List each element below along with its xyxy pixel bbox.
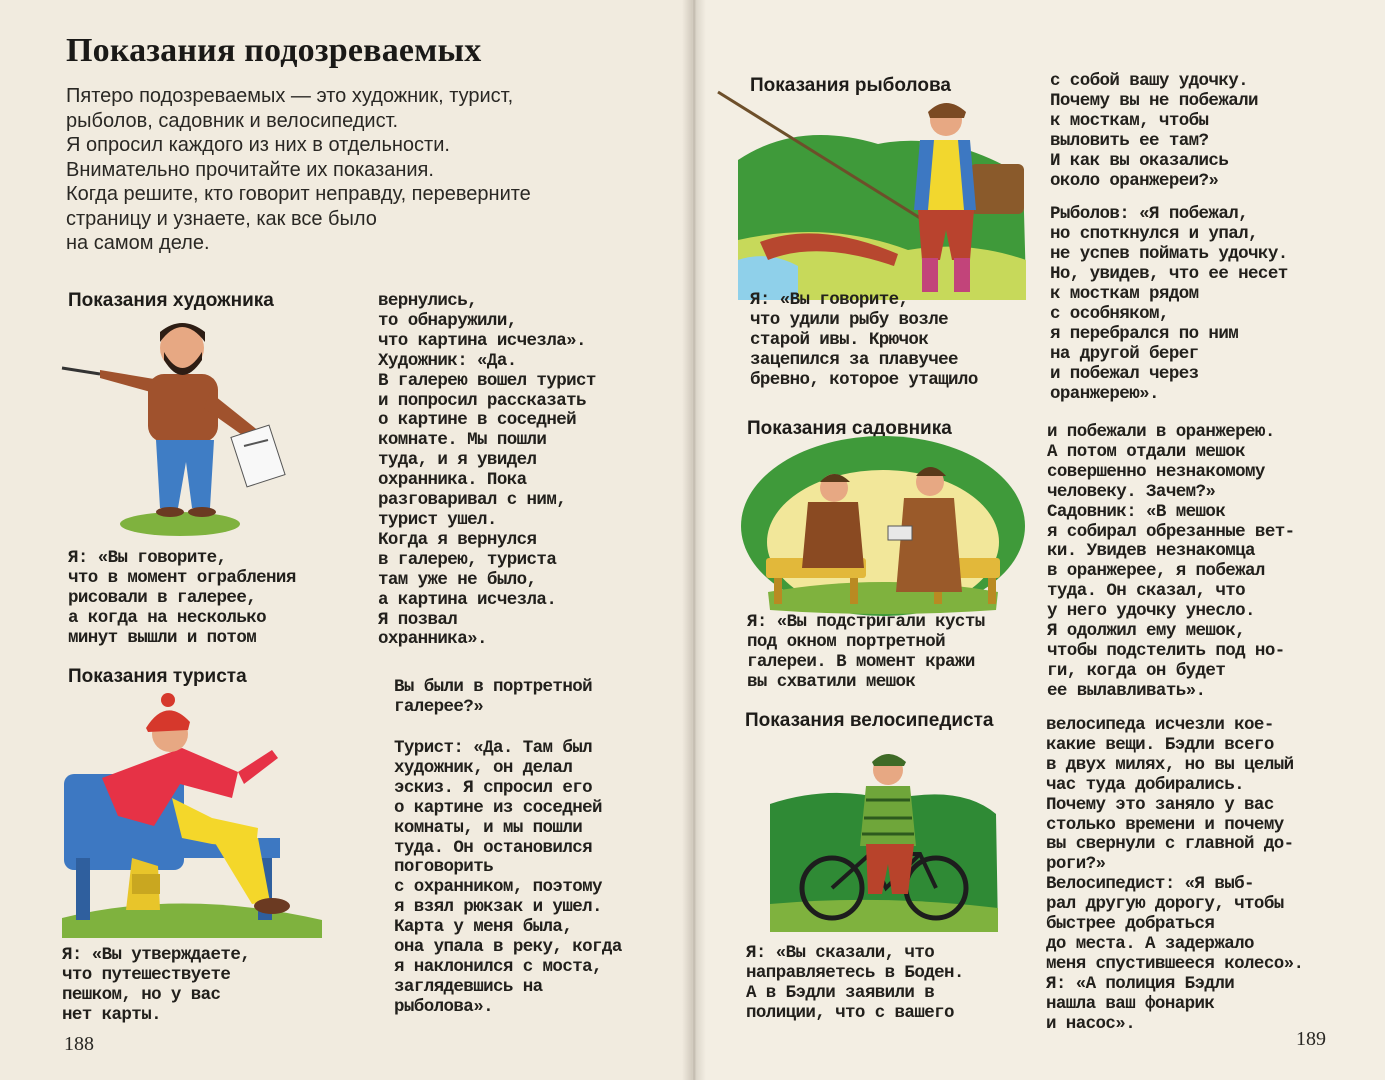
text-line: туда. Он сказал, что	[1047, 581, 1246, 602]
text-line: не успев поймать удочку.	[1050, 244, 1288, 265]
text-line: ги, когда он будет	[1047, 660, 1226, 681]
text-line: у него удочку унесло.	[1047, 601, 1255, 622]
caption-line: пешком, но у вас	[62, 984, 221, 1005]
page-number-left: 188	[64, 1033, 94, 1055]
text-line: чтобы подстелить под но-	[1047, 640, 1285, 661]
text-line: и побежали в оранжерею.	[1047, 422, 1275, 442]
artist-illustration	[60, 312, 320, 542]
text-line: Карта у меня была,	[394, 917, 573, 938]
text-line: А потом отдали мешок	[1047, 441, 1246, 462]
caption-line: галереи. В момент кражи	[747, 651, 975, 672]
intro-line: на самом деле.	[66, 232, 210, 254]
fisherman-illustration	[708, 90, 1033, 302]
text-line: в галерею, туриста	[378, 549, 557, 570]
text-line: совершенно незнакомому	[1047, 461, 1265, 482]
caption-line: рисовали в галерее,	[68, 587, 257, 608]
text-line: и насос».	[1046, 1013, 1136, 1034]
text-line: в оранжерее, я побежал	[1047, 561, 1265, 582]
cyclist-testimony-column	[1046, 716, 1303, 1035]
caption-line: что в момент ограбления	[68, 567, 296, 588]
fisherman-caption	[750, 291, 978, 391]
text-line: на другой берег	[1050, 343, 1199, 364]
tourist-heading: Показания туриста	[68, 666, 247, 687]
text-line: охранника».	[378, 629, 487, 650]
intro-text	[66, 84, 666, 256]
text-line: с особняком,	[1050, 303, 1169, 324]
text-line: она упала в реку, когда	[394, 937, 622, 958]
text-line: оранжерею».	[1050, 383, 1159, 404]
text-line: Я позвал	[378, 609, 458, 630]
text-line: Я одолжил ему мешок,	[1047, 621, 1246, 642]
text-line: Вы были в портретной	[394, 677, 593, 697]
intro-line: страницу и узнаете, как все было	[66, 207, 377, 230]
text-line: туда, и я увидел	[378, 450, 537, 471]
text-line: Велосипедист: «Я выб-	[1046, 874, 1254, 895]
tourist-question	[394, 678, 592, 718]
text-line: заглядевшись на	[394, 976, 543, 997]
text-line: вы свернули с главной до-	[1046, 834, 1294, 855]
intro-line: Внимательно прочитайте их показания.	[66, 158, 434, 181]
caption-line: нет карты.	[62, 1004, 162, 1025]
caption-line: Я: «Вы утверждаете,	[62, 945, 251, 965]
fisherman-testimony-column	[1050, 72, 1288, 405]
text-line: Я: «А полиция Бэдли	[1046, 973, 1235, 994]
text-line: Рыболов: «Я побежал,	[1050, 204, 1249, 225]
text-line: Художник: «Да.	[378, 350, 517, 371]
text-line: что картина исчезла».	[378, 330, 586, 351]
text-line: я наклонился с моста,	[394, 956, 602, 977]
caption-line: под окном портретной	[747, 631, 946, 652]
text-line: но споткнулся и упал,	[1050, 224, 1258, 245]
text-line: Почему вы не побежали	[1050, 90, 1258, 111]
page-number-right: 189	[1296, 1028, 1326, 1050]
tourist-illustration	[62, 688, 332, 938]
caption-line: минут вышли и потом	[68, 627, 257, 648]
caption-line: направляетесь в Боден.	[746, 962, 964, 983]
text-line: велосипеда исчезли кое-	[1046, 715, 1274, 735]
caption-line: Я: «Вы говорите,	[750, 290, 909, 310]
caption-line: Я: «Вы говорите,	[68, 548, 227, 568]
caption-line: бревно, которое утащило	[750, 369, 978, 390]
text-line: в двух милях, но вы целый	[1046, 754, 1294, 775]
text-line: художник, он делал	[394, 757, 573, 778]
text-line: Когда я вернулся	[378, 529, 537, 550]
caption-line: а когда на несколько	[68, 607, 267, 628]
text-line: поговорить	[394, 857, 494, 878]
text-line: а картина исчезла.	[378, 589, 557, 610]
text-line: Садовник: «В мешок	[1047, 501, 1226, 522]
caption-line: что удили рыбу возле	[750, 309, 949, 330]
text-line: эскиз. Я спросил его	[394, 777, 593, 798]
book-gutter	[682, 0, 706, 1080]
text-line: комнаты, и мы пошли	[394, 817, 583, 838]
intro-line: Я опросил каждого из них в отдельности.	[66, 134, 450, 156]
text-line: выловить ее там?	[1050, 130, 1209, 151]
text-line: с охранником, поэтому	[394, 877, 602, 898]
page-title: Показания подозреваемых	[66, 32, 482, 69]
text-line: и побежал через	[1050, 363, 1199, 384]
caption-line: вы схватили мешок	[747, 671, 916, 692]
cyclist-heading: Показания велосипедиста	[745, 710, 994, 731]
text-line: Турист: «Да. Там был	[394, 738, 593, 758]
cyclist-illustration	[770, 744, 1000, 934]
cyclist-caption	[746, 944, 964, 1024]
caption-line: полиции, что с вашего	[746, 1002, 954, 1023]
gardener-caption	[747, 613, 985, 693]
text-line: рыболова».	[394, 996, 494, 1017]
intro-line: Когда решите, кто говорит неправду, переверните	[66, 183, 531, 205]
text-line: Но, увидев, что ее несет	[1050, 264, 1288, 285]
text-line: там уже не было,	[378, 569, 537, 590]
caption-line: А в Бэдли заявили в	[746, 982, 935, 1003]
text-line: вернулись,	[378, 291, 478, 311]
text-line: я собирал обрезанные вет-	[1047, 521, 1295, 542]
caption-line: зацепился за плавучее	[750, 349, 958, 370]
fisherman-heading: Показания рыболова	[750, 75, 951, 96]
gardener-heading: Показания садовника	[747, 418, 952, 439]
text-line: к мосткам рядом	[1050, 284, 1199, 305]
text-line: разговаривал с ним,	[378, 490, 567, 511]
artist-heading: Показания художника	[68, 290, 274, 311]
text-line: туда. Он остановился	[394, 837, 593, 858]
text-line: с собой вашу удочку.	[1050, 71, 1249, 91]
text-line: человеку. Зачем?»	[1047, 481, 1216, 502]
text-line: я перебрался по ним	[1050, 323, 1239, 344]
text-line: около оранжереи?»	[1050, 170, 1219, 191]
text-line: и попросил рассказать	[378, 390, 586, 411]
text-line: нашла ваш фонарик	[1046, 993, 1215, 1014]
text-line: галерее?»	[394, 696, 484, 717]
text-line: роги?»	[1046, 854, 1106, 875]
tourist-caption	[62, 946, 250, 1026]
text-line: до места. А задержало	[1046, 933, 1254, 954]
caption-line: что путешествуете	[62, 964, 231, 985]
text-line: ее вылавливать».	[1047, 680, 1206, 701]
intro-line: рыболов, садовник и велосипедист.	[66, 109, 399, 132]
caption-line: Я: «Вы подстригали кусты	[747, 612, 985, 632]
caption-line: старой ивы. Крючок	[750, 329, 929, 350]
tourist-testimony-column	[394, 739, 622, 1018]
text-line: меня спустившееся колесо».	[1046, 953, 1304, 974]
text-line: И как вы оказались	[1050, 150, 1229, 171]
artist-testimony-column	[378, 292, 596, 650]
text-line: комнате. Мы пошли	[378, 430, 547, 451]
text-line: столько времени и почему	[1046, 814, 1284, 835]
text-line: Почему это заняло у вас	[1046, 794, 1274, 815]
text-line: турист ушел.	[378, 509, 497, 530]
text-line: быстрее добраться	[1046, 914, 1215, 935]
text-line: ки. Увидев незнакомца	[1047, 541, 1255, 562]
text-line: рал другую дорогу, чтобы	[1046, 894, 1284, 915]
text-line: какие вещи. Бэдли всего	[1046, 734, 1274, 755]
text-line: я взял рюкзак и ушел.	[394, 897, 602, 918]
text-line: час туда добирались.	[1046, 774, 1245, 795]
gardener-testimony-column	[1047, 423, 1295, 702]
gardener-illustration	[738, 432, 1028, 620]
text-line: к мосткам, чтобы	[1050, 110, 1209, 131]
text-line: о картине в соседней	[378, 410, 577, 431]
text-line: В галерею вошел турист	[378, 370, 596, 391]
artist-caption	[68, 549, 296, 649]
text-line: то обнаружили,	[378, 310, 517, 331]
intro-line: Пятеро подозреваемых — это художник, турист,	[66, 85, 514, 107]
caption-line: Я: «Вы сказали, что	[746, 943, 935, 963]
text-line: охранника. Пока	[378, 470, 527, 491]
text-line: о картине из соседней	[394, 797, 602, 818]
